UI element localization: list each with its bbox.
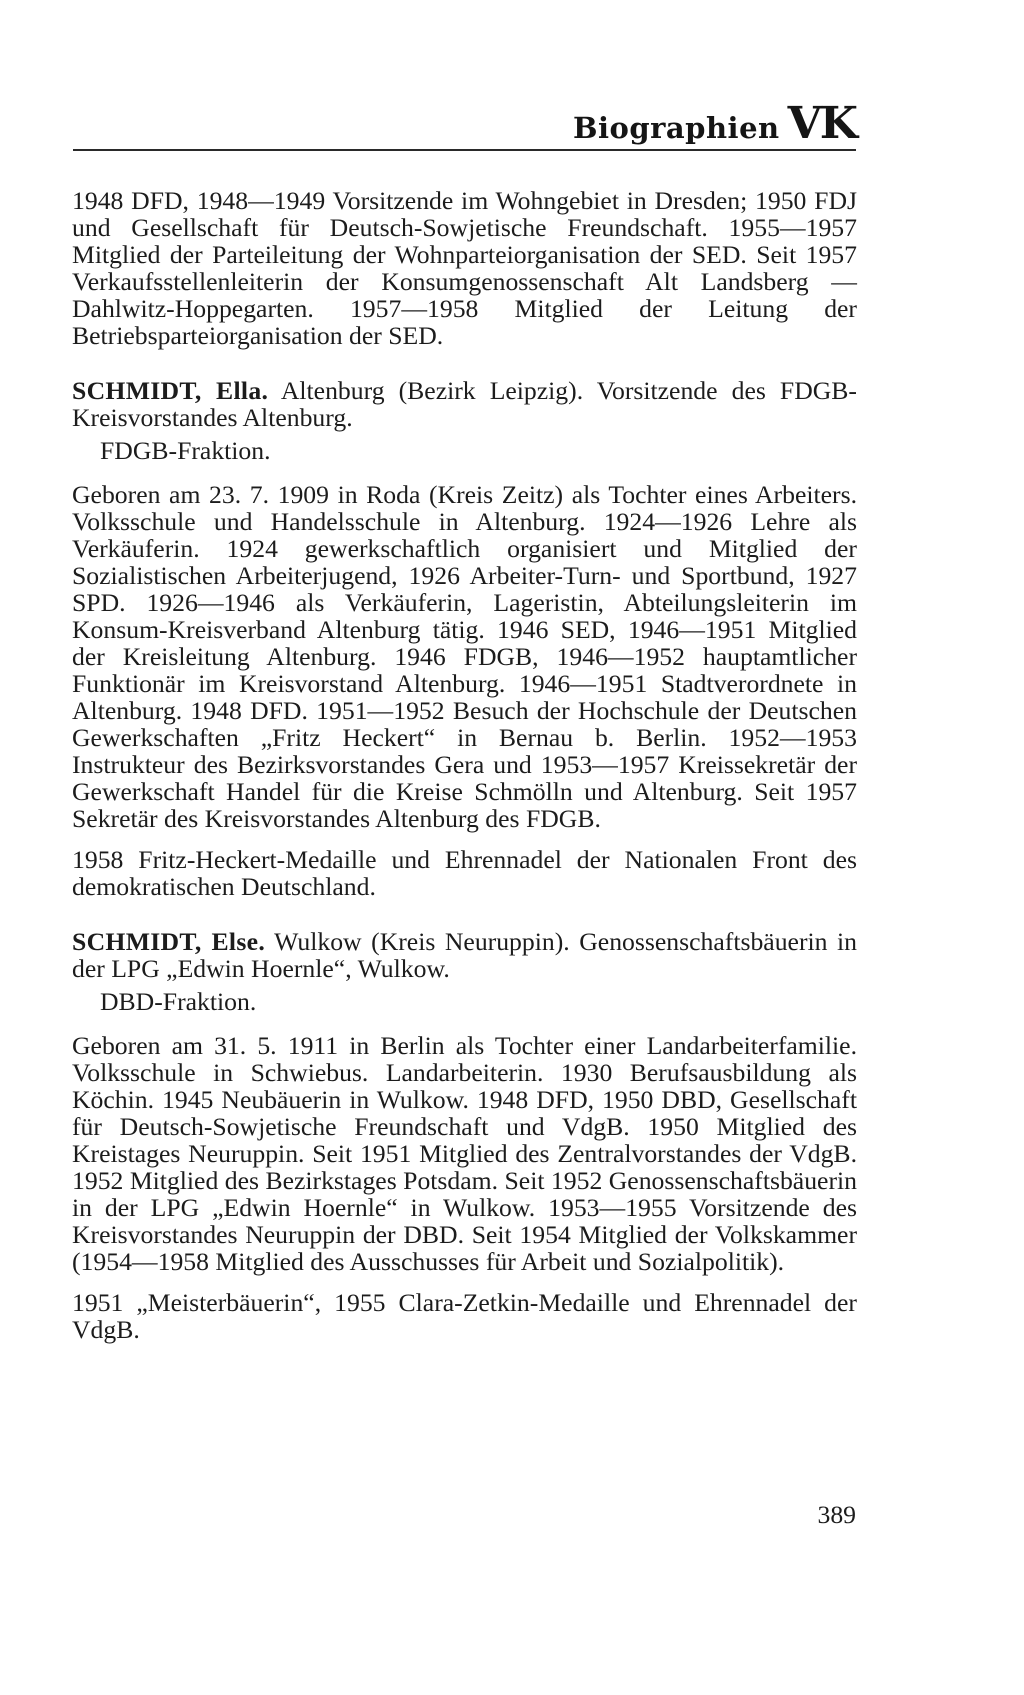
header-rule [73,149,856,151]
running-head [573,98,856,149]
continued-entry-text: 1948 DFD, 1948—1949 Vorsitzende im Wohngebiet in Dresden; 1950 FDJ und Gesellschaft für Deutsch-Sowjetische Freundschaft. 1955—1957 Mitglied der Parteileitung der Wohnparteiorganisation der SED. Seit 1957 Verkaufsstellenleiterin der Konsumgenossenschaft Alt Landsberg — Dahlwitz-Hoppegarten. 1957—1958 Mitglied der Leitung der Betriebsparteiorganisation der SED. [72,186,857,350]
entry-awards: 1958 Fritz-Heckert-Medaille und Ehrennadel der Nationalen Front des demokratischen Deutschland. [72,845,857,901]
entry-fraction: FDGB-Fraktion. [100,436,271,465]
entry-header [72,928,857,982]
entry-biography: Geboren am 23. 7. 1909 in Roda (Kreis Zeitz) als Tochter eines Arbeiters. Volksschule und Handelsschule in Altenburg. 1924—1926 Lehre als Verkäuferin. 1924 gewerkschaftlich organisiert und Mitglied der Sozialistischen Arbeiterjugend, 1926 Arbeiter-Turn- und Sportbund, 1927 SPD. 1926—1946 als Verkäuferin, Lageristin, Abteilungsleiterin im Konsum-Kreisverband Altenburg tätig. 1946 SED, 1946—1951 Mitglied der Kreisleitung Altenburg. 1946 FDGB, 1946—1952 hauptamtlicher Funktionär im Kreisvorstand Altenburg. 1946—1951 Stadtverordnete in Altenburg. 1948 DFD. 1951—1952 Besuch der Hochschule der Deutschen Gewerkschaften „Fritz Heckert“ in Bernau b. Berlin. 1952—1953 Instrukteur des Bezirksvorstandes Gera und 1953—1957 Kreissekretär der Gewerkschaft Handel für die Kreise Schmölln und Altenburg. Seit 1957 Sekretär des Kreisvorstandes Altenburg des FDGB. [72,480,857,833]
entry-name: SCHMIDT, Ella. [72,376,269,405]
section-mark: VK [787,98,856,149]
entry-summary: Altenburg (Bezirk Leipzig). Vorsitzende des FDGB-Kreisvorstandes Altenburg. [72,376,857,432]
section-title: Biographien [572,111,780,145]
entry-name: SCHMIDT, Else. [72,927,266,956]
entry-fraction: DBD-Fraktion. [100,987,257,1016]
entry-awards: 1951 „Meisterbäuerin“, 1955 Clara-Zetkin-Medaille und Ehrennadel der VdgB. [72,1288,857,1344]
entry-summary: Wulkow (Kreis Neuruppin). Genossenschaftsbäuerin in der LPG „Edwin Hoernle“, Wulkow. [72,927,857,983]
entry-header [72,377,857,431]
page-number: 389 [817,1500,856,1529]
entry-biography: Geboren am 31. 5. 1911 in Berlin als Tochter einer Landarbeiterfamilie. Volksschule in Schwiebus. Landarbeiterin. 1930 Berufsausbildung als Köchin. 1945 Neubäuerin in Wulkow. 1948 DFD, 1950 DBD, Gesellschaft für Deutsch-Sowjetische Freundschaft und VdgB. 1950 Mitglied des Kreistages Neuruppin. Seit 1951 Mitglied des Zentralvorstandes der VdgB. 1952 Mitglied des Bezirkstages Potsdam. Seit 1952 Genossenschaftsbäuerin in der LPG „Edwin Hoernle“ in Wulkow. 1953—1955 Vorsitzende des Kreisvorstandes Neuruppin der DBD. Seit 1954 Mitglied der Volkskammer (1954—1958 Mitglied des Ausschusses für Arbeit und Sozialpolitik). [72,1031,857,1276]
page-body [72,187,857,1343]
